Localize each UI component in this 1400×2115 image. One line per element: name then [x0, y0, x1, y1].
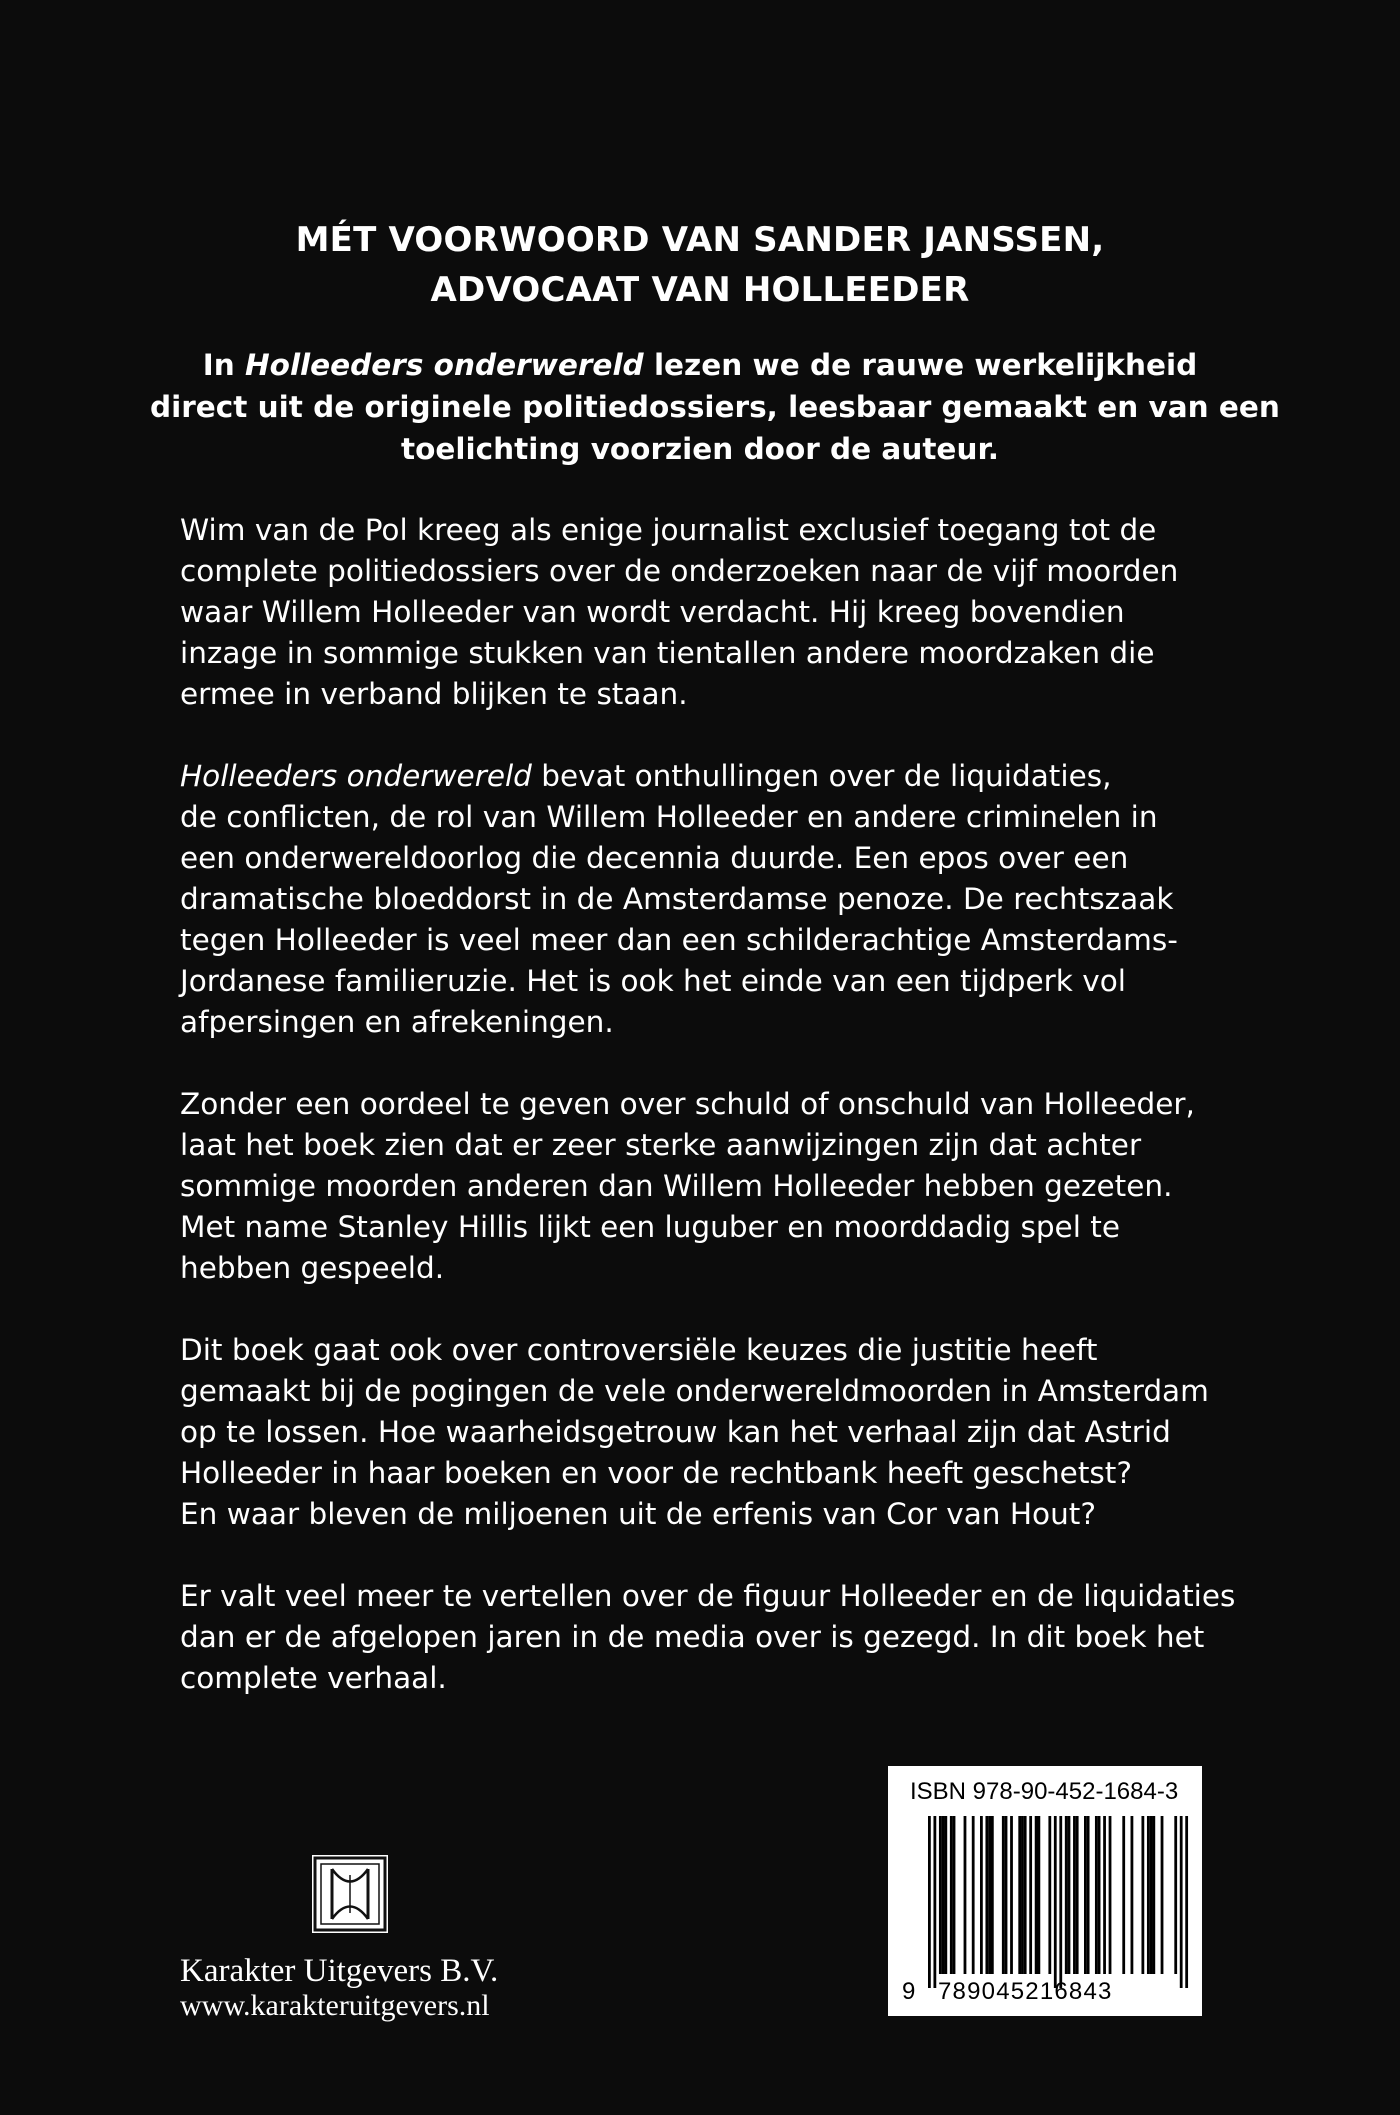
barcode-bar	[928, 1816, 931, 1988]
barcode-bar	[1059, 1816, 1062, 1988]
barcode-bar	[1076, 1816, 1079, 1974]
barcode-bar	[1018, 1816, 1021, 1974]
text-line: sommige moorden anderen dan Willem Holleeder hebben gezeten.	[180, 1169, 1173, 1203]
barcode-bar	[1147, 1816, 1150, 1974]
barcode-bar	[988, 1816, 991, 1974]
text-line: Dit boek gaat ook over controversiële keuzes die justitie heeft	[180, 1333, 1098, 1367]
book-title: Holleeders onderwereld	[180, 759, 532, 793]
book-title: Holleeders onderwereld	[244, 348, 644, 382]
km-monogram-icon	[312, 1855, 388, 1933]
barcode-bar	[1141, 1816, 1144, 1974]
publisher-block	[180, 1855, 680, 2023]
barcode-bar	[1161, 1816, 1164, 1974]
barcode-bar	[942, 1816, 945, 1974]
text-line: dan er de afgelopen jaren in de media over is gezegd. In dit boek het	[180, 1620, 1205, 1654]
barcode-bar	[1098, 1816, 1101, 1974]
intro-line: toelichting voorzien door de auteur.	[401, 432, 999, 466]
barcode-bar	[1103, 1816, 1106, 1974]
barcode-bar	[1054, 1816, 1057, 1988]
headline	[150, 215, 1250, 315]
barcode-first-digit: 9	[902, 1978, 916, 2005]
barcode-bar	[1005, 1816, 1008, 1974]
text-line: Zonder een oordeel te geven over schuld of onschuld van Holleeder,	[180, 1087, 1195, 1121]
text-line: complete verhaal.	[180, 1661, 447, 1695]
barcode-bar	[985, 1816, 988, 1974]
text-line: Er valt veel meer te vertellen over de figuur Holleeder en de liquidaties	[180, 1579, 1236, 1613]
text-line: Holleeder in haar boeken en voor de rechtbank heeft geschetst?	[180, 1456, 1132, 1490]
barcode-bar	[1084, 1816, 1087, 1974]
publisher-url[interactable]: www.karakteruitgevers.nl	[180, 1989, 490, 2022]
barcode-bar	[991, 1816, 994, 1974]
barcode-bar	[1150, 1816, 1153, 1974]
barcode-bar	[964, 1816, 967, 1974]
headline-line: MÉT VOORWOORD VAN SANDER JANSSEN,	[295, 220, 1105, 260]
text-line: ermee in verband blijken te staan.	[180, 677, 688, 711]
text-line: waar Willem Holleeder van wordt verdacht. Hij kreeg bovendien	[180, 595, 1125, 629]
barcode-bar	[1180, 1816, 1183, 1988]
barcode-bar	[1073, 1816, 1076, 1974]
barcode-bar	[953, 1816, 956, 1974]
paragraph-3	[180, 1084, 1240, 1289]
barcode-bar	[933, 1816, 936, 1988]
intro-line	[150, 344, 1250, 386]
barcode-bar	[1002, 1816, 1005, 1974]
isbn-label: ISBN 978-90-452-1684-3	[910, 1778, 1179, 1805]
barcode-bar	[1029, 1816, 1032, 1974]
text-line	[180, 756, 1240, 797]
text-line: Jordanese familieruzie. Het is ook het einde van een tijdperk vol	[180, 964, 1126, 998]
barcode-bar	[1087, 1816, 1090, 1974]
barcode-bar	[1035, 1816, 1038, 1974]
intro-suffix: lezen we de rauwe werkelijkheid	[643, 348, 1198, 382]
text-line: dramatische bloeddorst in de Amsterdamse penoze. De rechtszaak	[180, 882, 1174, 916]
barcode-bar	[1152, 1816, 1155, 1974]
text-line: Met name Stanley Hillis lijkt een luguber en moorddadig spel te	[180, 1210, 1120, 1244]
barcode-bar	[1048, 1816, 1051, 1974]
barcode-bar	[1024, 1816, 1027, 1974]
text-line: afpersingen en afrekeningen.	[180, 1005, 614, 1039]
text-line: tegen Holleeder is veel meer dan een schilderachtige Amsterdams-	[180, 923, 1178, 957]
paragraph-5	[180, 1576, 1240, 1699]
barcode-digit-groups: 789045216843	[938, 1978, 1113, 2005]
barcode-bar	[972, 1816, 975, 1974]
text-line: de conflicten, de rol van Willem Holleeder en andere criminelen in	[180, 800, 1158, 834]
barcode-bar	[1131, 1816, 1134, 1974]
intro-prefix: In	[202, 348, 245, 382]
text-fragment: bevat onthullingen over de liquidaties,	[531, 759, 1112, 793]
paragraph-4	[180, 1330, 1240, 1535]
blurb-body	[180, 510, 1240, 1740]
paragraph-2	[180, 756, 1240, 1043]
isbn-barcode	[888, 1766, 1202, 2016]
barcode-bar	[1065, 1816, 1068, 1974]
publisher-name: Karakter Uitgevers B.V.	[180, 1953, 499, 1989]
barcode-bar	[1021, 1816, 1024, 1974]
barcode-bar	[1109, 1816, 1112, 1974]
text-line: inzage in sommige stukken van tientallen andere moordzaken die	[180, 636, 1155, 670]
barcode-bar	[939, 1816, 942, 1974]
barcode-bar	[1095, 1816, 1098, 1974]
text-line: complete politiedossiers over de onderzoeken naar de vijf moorden	[180, 554, 1179, 588]
barcode-bar	[944, 1816, 947, 1974]
barcode-bars	[898, 1816, 1192, 1988]
text-line: op te lossen. Hoe waarheidsgetrouw kan het verhaal zijn dat Astrid	[180, 1415, 1171, 1449]
barcode-bar	[1010, 1816, 1013, 1974]
text-line: En waar bleven de miljoenen uit de erfenis van Cor van Hout?	[180, 1497, 1097, 1531]
barcode-bar	[980, 1816, 983, 1974]
text-line: hebben gespeeld.	[180, 1251, 445, 1285]
paragraph-1	[180, 510, 1240, 715]
barcode-bar	[1174, 1816, 1177, 1974]
headline-line: ADVOCAAT VAN HOLLEEDER	[430, 270, 970, 310]
barcode-bar	[950, 1816, 953, 1974]
text-line: laat het boek zien dat er zeer sterke aanwijzingen zijn dat achter	[180, 1128, 1142, 1162]
intro-line: direct uit de originele politiedossiers, leesbaar gemaakt en van een	[150, 390, 1280, 424]
text-line: Wim van de Pol kreeg als enige journalist exclusief toegang tot de	[180, 513, 1157, 547]
barcode-bar	[1068, 1816, 1071, 1974]
intro-paragraph	[150, 344, 1280, 470]
text-line: een onderwereldoorlog die decennia duurde. Een epos over een	[180, 841, 1129, 875]
text-line: gemaakt bij de pogingen de vele onderwereldmoorden in Amsterdam	[180, 1374, 1209, 1408]
barcode-bar	[1122, 1816, 1125, 1974]
barcode-bar	[1037, 1816, 1040, 1974]
barcode-bar	[1185, 1816, 1188, 1988]
